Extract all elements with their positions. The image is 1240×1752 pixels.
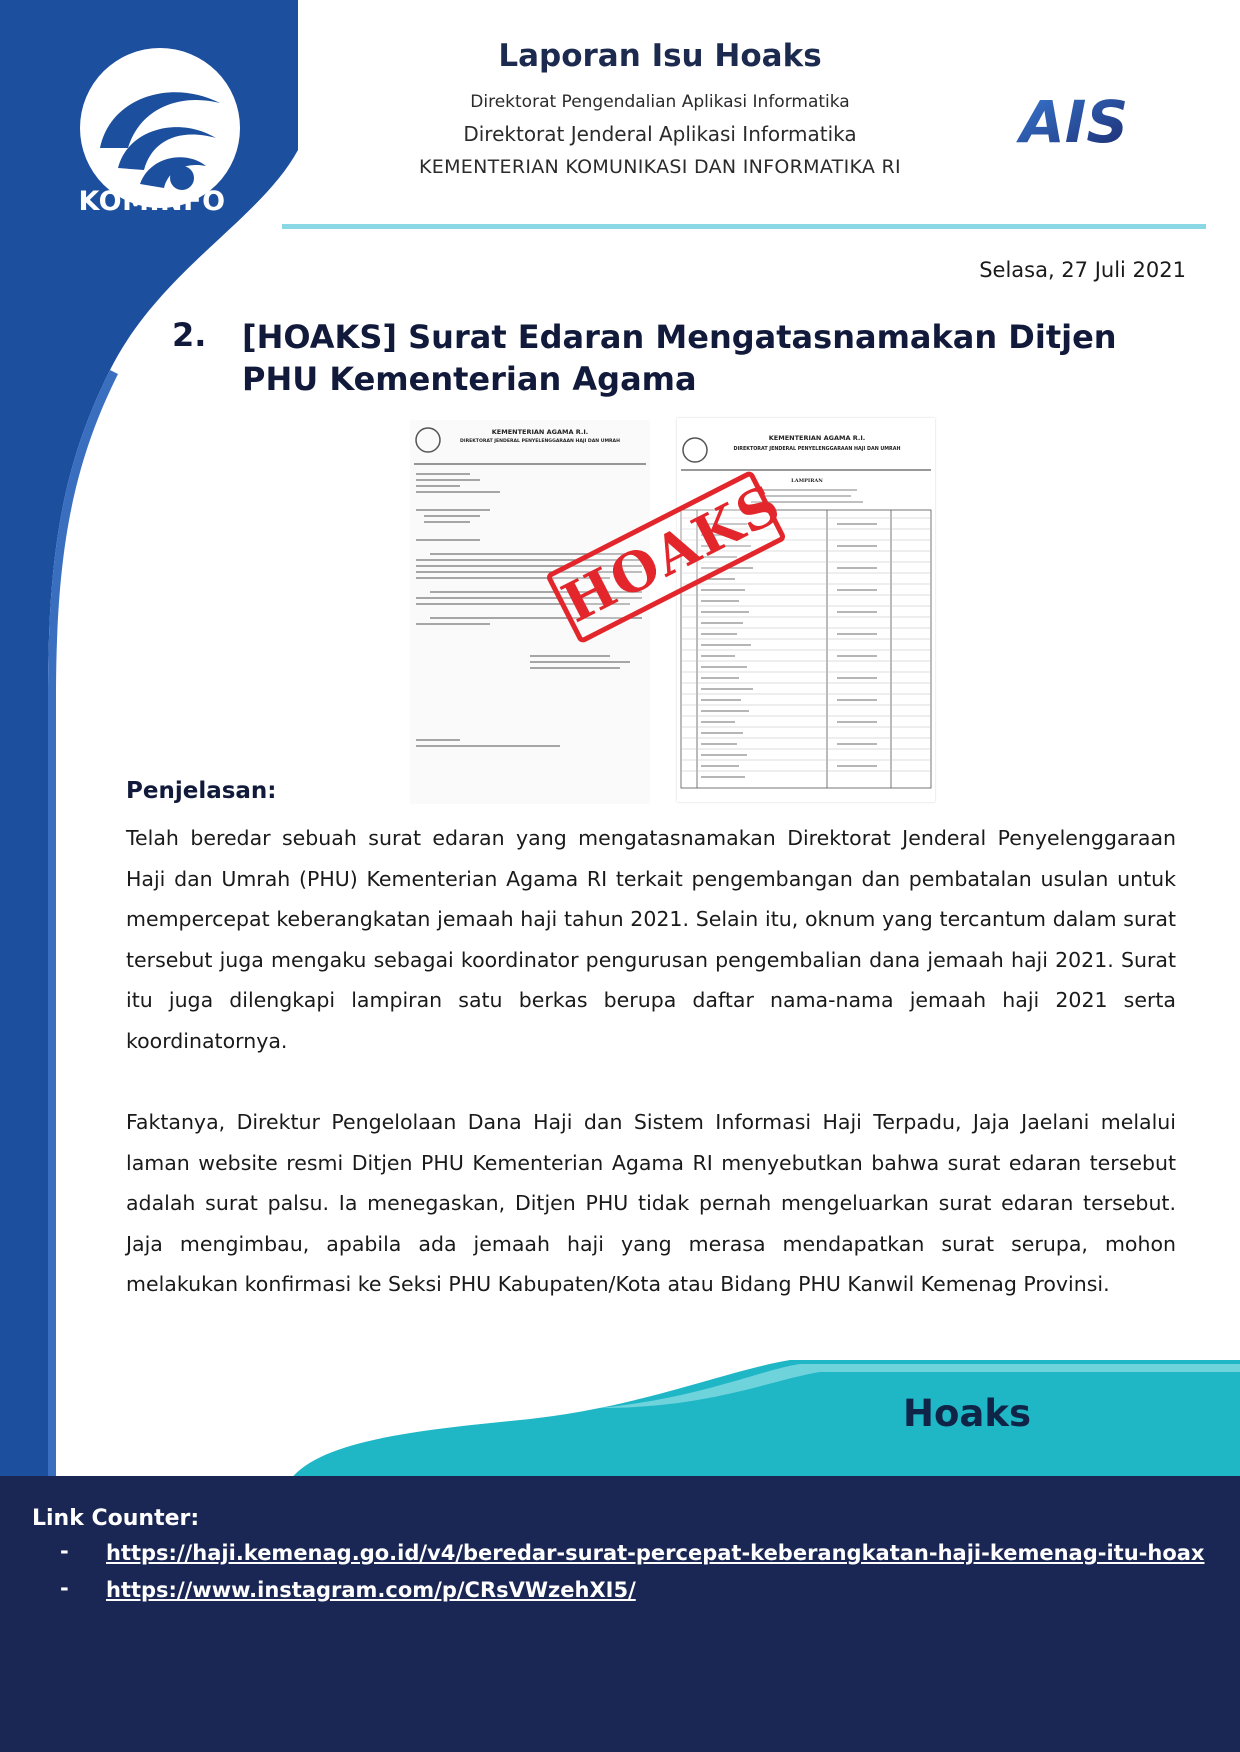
attachment-dept: DIREKTORAT JENDERAL PENYELENGGARAAN HAJI DAN UMRAH: [733, 447, 901, 452]
left-band-edge: [48, 370, 118, 1480]
attachment-org: KEMENTERIAN AGAMA R.I.: [768, 434, 866, 442]
header-divider: [282, 224, 1206, 229]
article-headline: [172, 316, 1172, 400]
hoaks-stamp: HOAKS: [545, 470, 787, 645]
report-header: [340, 38, 980, 178]
list-bullet: -: [60, 1576, 69, 1600]
ministry-line: KEMENTERIAN KOMUNIKASI DAN INFORMATIKA RI: [419, 156, 901, 178]
ais-logo-text: AIS: [1019, 90, 1129, 152]
letter-dept: DIREKTORAT JENDERAL PENYELENGGARAAN HAJI DAN UMRAH: [460, 439, 620, 444]
list-item: [32, 1576, 1208, 1605]
article-number: 2.: [172, 316, 207, 354]
kominfo-logo-text: KOMINFO: [78, 186, 226, 217]
report-date: Selasa, 27 Juli 2021: [979, 258, 1186, 282]
explanation-paragraph-2: Faktanya, Direktur Pengelolaan Dana Haji dan Sistem Informasi Haji Terpadu, Jaja Jaelani melalui laman website resmi Ditjen PHU Kementerian Agama RI menyebutkan bahwa surat edaran tersebut adalah surat palsu. Ia menegaskan, Ditjen PHU tidak pernah mengeluarkan surat edaran tersebut. Jaja mengimbau, apabila ada jemaah haji yang merasa mendapatkan surat serupa, mohon melakukan konfirmasi ke Seksi PHU Kabupaten/Kota atau Bidang PHU Kanwil Kemenag Provinsi.: [126, 1110, 1176, 1297]
ais-logo: [1014, 90, 1134, 152]
attachment-heading: LAMPIRAN: [791, 478, 823, 484]
attachment-scan: [677, 418, 935, 802]
directorate-general-line: Direktorat Jenderal Aplikasi Informatika: [463, 122, 857, 146]
link-counter-title: Link Counter:: [32, 1506, 200, 1531]
letter-org: KEMENTERIAN AGAMA R.I.: [491, 428, 589, 436]
link-counter-footer: [0, 1476, 1240, 1752]
kemenag-link[interactable]: https://haji.kemenag.go.id/v4/beredar-surat-percepat-keberangkatan-haji-kemenag-itu-hoax: [106, 1541, 1205, 1565]
article-title: [HOAKS] Surat Edaran Mengatasnamakan Ditjen PHU Kementerian Agama: [242, 318, 1117, 398]
hoax-attachment-image: [677, 418, 935, 802]
list-item: [32, 1539, 1208, 1568]
category-label: Hoaks: [903, 1392, 1031, 1435]
list-bullet: -: [60, 1539, 69, 1563]
directorate-line: Direktorat Pengendalian Aplikasi Informatika: [470, 92, 850, 112]
explanation-label: Penjelasan:: [126, 778, 277, 804]
explanation-paragraph-1: Telah beredar sebuah surat edaran yang mengatasnamakan Direktorat Jenderal Penyelenggaraan Haji dan Umrah (PHU) Kementerian Agama RI terkait pengembangan dan pembatalan usulan untuk mempercepat keberangkatan jemaah haji tahun 2021. Selain itu, oknum yang tercantum dalam surat tersebut juga mengaku sebagai koordinator pengurusan pengembalian dana jemaah haji 2021. Surat itu juga dilengkapi lampiran satu berkas berupa daftar nama-nama jemaah haji 2021 serta koordinatornya.: [126, 826, 1176, 1053]
instagram-link[interactable]: https://www.instagram.com/p/CRsVWzehXI5/: [106, 1578, 636, 1602]
link-counter-list: [32, 1539, 1208, 1605]
report-title: Laporan Isu Hoaks: [498, 38, 822, 74]
